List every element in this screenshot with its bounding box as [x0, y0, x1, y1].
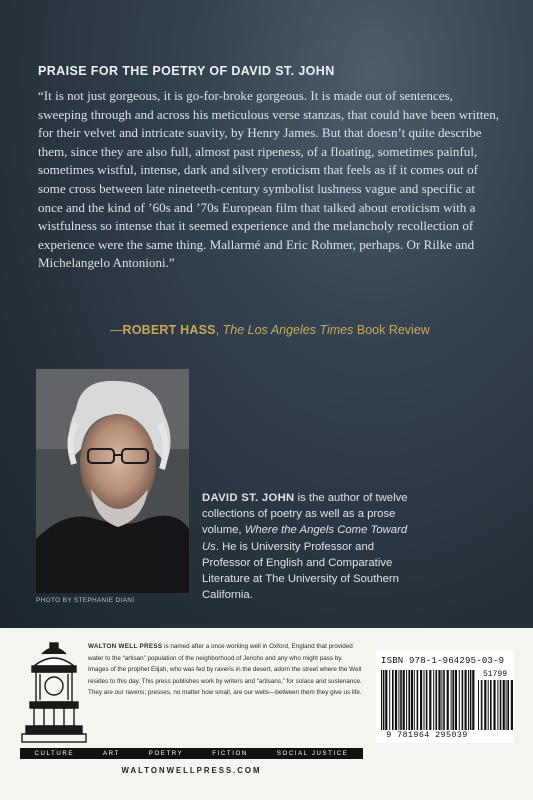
- barcode-bar: [400, 670, 402, 730]
- barcode-bar: [433, 670, 434, 730]
- barcode-bar: [420, 670, 422, 730]
- bio-book-title: Where the Angels Come Toward Us: [202, 524, 408, 553]
- barcode-bar: [506, 680, 507, 730]
- barcode-bar: [459, 670, 460, 730]
- barcode-bar: [392, 670, 394, 730]
- barcode-bar: [411, 670, 413, 730]
- tagline-item: CULTURE: [34, 750, 74, 757]
- praise-quote: “It is not just gorgeous, it is go-for-broke gorgeous. It is made out of sentences, sweeping through and across his meticulous verse stanzas, that could have been written, for their velvet and intricate suavity, by Henry James. But that doesn’t quite describe them, since they are also full, almost past ripeness, of a floating, sometimes painful, sometimes wistful, intense, dark and silvery eroticism that feels as if it comes out of some cross between late nineteeth-century symbolist lushness vague and specific at once and the kind of ’60s and ’70s European film that talked about eroticism with a wistfulness so intense that it seemed experience and the melancholy recollection of experience were the same thing. Mallarmé and Eric Rohmer, perhaps. Or Rilke and Michelangelo Antonioni.”: [38, 88, 500, 271]
- barcode-bar: [426, 670, 428, 730]
- tagline-item: ART: [102, 750, 120, 757]
- barcode-bar: [472, 670, 474, 730]
- attribution-dash: —: [110, 323, 123, 337]
- praise-heading: PRAISE FOR THE POETRY OF DAVID ST. JOHN: [38, 64, 335, 78]
- barcode-bar: [478, 680, 479, 730]
- barcode-bar: [436, 670, 438, 730]
- barcode-addon: [477, 680, 513, 730]
- barcode-bar: [395, 670, 397, 730]
- publisher-website: WALTONWELLPRESS.COM: [121, 766, 262, 775]
- barcode-bar: [451, 670, 452, 730]
- barcode-bar: [470, 670, 472, 730]
- barcode-bar: [403, 670, 405, 730]
- tagline-item: FICTION: [212, 750, 248, 757]
- publisher-description: [88, 641, 363, 699]
- barcode-bar: [398, 670, 399, 730]
- attribution-suffix: Book Review: [353, 323, 430, 337]
- barcode-bar: [414, 670, 415, 730]
- publisher-description-text: is named after a once working well in Oxford, England that provided water to the “artisan” population of the neighborhood of Jericho and any who might pass by. Images of the prophet Elijah, who was fed by ravens in the desert, adorn the street where the Well resides to this day. This press publishes work by writers and “artisans,” for solace and sustenance. They are our ravens; presses, no matter how small, are our wells—between them they give us life.: [88, 643, 362, 696]
- barcode-bar: [385, 670, 387, 730]
- barcode-bar: [465, 670, 467, 730]
- barcode-bar: [429, 670, 431, 730]
- barcode-bar: [462, 670, 464, 730]
- barcode-bar: [490, 680, 492, 730]
- attribution-publication: The Los Angeles Times: [222, 323, 354, 337]
- bio-text-before: is the author of twelve collections of poetry as well as a prose volume,: [202, 492, 408, 537]
- bio-text-after: . He is University Professor and Professor of English and Comparative Literature at The University of Southern California.: [202, 540, 399, 602]
- barcode-bar: [468, 670, 469, 730]
- barcode-bar: [500, 680, 502, 730]
- tagline-item: POETRY: [148, 750, 184, 757]
- barcode-bar: [443, 670, 445, 730]
- publisher-name: WALTON WELL PRESS: [88, 643, 163, 650]
- barcode-bar: [481, 680, 483, 730]
- barcode-bar: [503, 680, 505, 730]
- barcode-bar: [389, 670, 390, 730]
- bio-author-name: DAVID ST. JOHN: [202, 492, 295, 504]
- barcode-bar: [507, 680, 509, 730]
- barcode-bar: [511, 680, 513, 730]
- photo-credit: PHOTO BY STEPHANIE DIANI: [36, 597, 135, 604]
- barcode-digits: 9 781964 295039: [386, 730, 468, 740]
- barcode-bar: [488, 680, 489, 730]
- barcode-bar: [406, 670, 407, 730]
- barcode-main: [380, 670, 476, 730]
- barcode-bar: [493, 680, 495, 730]
- barcode-bar: [447, 670, 449, 730]
- barcode-bar: [408, 670, 410, 730]
- quote-attribution: —ROBERT HASS, The Los Angeles Times Book Review: [110, 323, 430, 337]
- barcode-bar: [381, 670, 382, 730]
- author-photo: [36, 369, 189, 593]
- barcode-bar: [438, 670, 440, 730]
- barcode-bar: [452, 670, 454, 730]
- barcode-bar: [424, 670, 425, 730]
- walton-well-logo-icon: [20, 640, 88, 745]
- tagline-bar: [20, 748, 363, 759]
- barcode-bar: [497, 680, 498, 730]
- barcode-bar: [417, 670, 419, 730]
- barcode-bar: [383, 670, 385, 730]
- attribution-name: ROBERT HASS: [122, 323, 216, 337]
- isbn-label: ISBN 978-1-964295-03-9: [381, 656, 505, 666]
- barcode-bar: [441, 670, 442, 730]
- barcode-bar: [455, 670, 457, 730]
- barcode-addon-digits: 51799: [482, 670, 507, 679]
- tagline-item: SOCIAL JUSTICE: [276, 750, 349, 757]
- author-bio: [202, 490, 412, 603]
- barcode-bar: [484, 680, 486, 730]
